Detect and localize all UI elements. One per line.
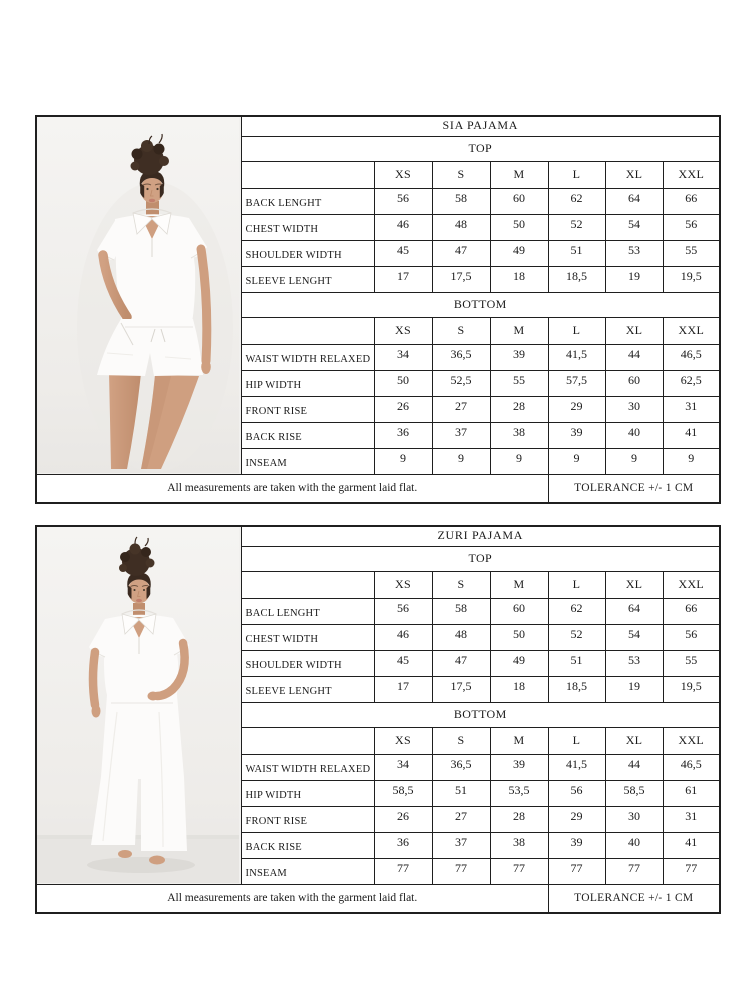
measurement-label: SLEEVE LENGHT <box>241 676 374 702</box>
title-row <box>36 526 720 546</box>
measurement-value: 46,5 <box>663 344 720 370</box>
measurement-label: WAIST WIDTH RELAXED <box>241 754 374 780</box>
measurement-value: 55 <box>663 650 720 676</box>
measurement-value: 36 <box>374 832 432 858</box>
size-column-header: L <box>548 161 605 188</box>
size-chart-table <box>35 525 721 914</box>
measurement-value: 56 <box>663 214 720 240</box>
size-column-header: XXL <box>663 727 720 754</box>
measurement-value: 64 <box>605 188 663 214</box>
measurement-value: 52 <box>548 624 605 650</box>
measurement-note: All measurements are taken with the garment laid flat. <box>36 474 548 503</box>
measurement-value: 47 <box>432 650 490 676</box>
section-header: TOP <box>241 546 720 571</box>
tolerance-note: TOLERANCE +/- 1 CM <box>548 884 720 913</box>
measurement-value: 9 <box>605 448 663 474</box>
size-column-header: S <box>432 317 490 344</box>
measurement-value: 50 <box>490 624 548 650</box>
empty-header-cell <box>241 317 374 344</box>
measurement-value: 66 <box>663 598 720 624</box>
measurement-value: 9 <box>374 448 432 474</box>
empty-header-cell <box>241 571 374 598</box>
measurement-value: 62 <box>548 598 605 624</box>
size-column-header: XXL <box>663 571 720 598</box>
size-column-header: S <box>432 727 490 754</box>
size-chart-table <box>35 115 721 504</box>
measurement-value: 31 <box>663 806 720 832</box>
measurement-value: 53 <box>605 650 663 676</box>
measurement-value: 17,5 <box>432 266 490 292</box>
measurement-value: 18 <box>490 266 548 292</box>
measurement-value: 54 <box>605 214 663 240</box>
measurement-value: 41,5 <box>548 344 605 370</box>
measurement-label: SHOULDER WIDTH <box>241 240 374 266</box>
measurement-value: 51 <box>548 240 605 266</box>
measurement-value: 27 <box>432 806 490 832</box>
measurement-label: FRONT RISE <box>241 396 374 422</box>
measurement-value: 46,5 <box>663 754 720 780</box>
measurement-label: BACK RISE <box>241 422 374 448</box>
measurement-value: 77 <box>605 858 663 884</box>
table-title: ZURI PAJAMA <box>241 526 720 546</box>
measurement-value: 53 <box>605 240 663 266</box>
measurement-value: 64 <box>605 598 663 624</box>
measurement-value: 39 <box>548 422 605 448</box>
size-column-header: XL <box>605 727 663 754</box>
measurement-value: 50 <box>490 214 548 240</box>
size-column-header: M <box>490 727 548 754</box>
size-column-header: XS <box>374 161 432 188</box>
measurement-value: 19,5 <box>663 266 720 292</box>
measurement-value: 30 <box>605 806 663 832</box>
section-header: BOTTOM <box>241 292 720 317</box>
measurement-value: 9 <box>548 448 605 474</box>
measurement-value: 39 <box>490 754 548 780</box>
measurement-value: 54 <box>605 624 663 650</box>
measurement-value: 36 <box>374 422 432 448</box>
measurement-value: 19,5 <box>663 676 720 702</box>
measurement-label: INSEAM <box>241 448 374 474</box>
measurement-value: 40 <box>605 832 663 858</box>
measurement-value: 45 <box>374 240 432 266</box>
measurement-value: 58 <box>432 188 490 214</box>
measurement-value: 56 <box>663 624 720 650</box>
size-column-header: XL <box>605 317 663 344</box>
measurement-value: 34 <box>374 754 432 780</box>
size-column-header: XS <box>374 571 432 598</box>
measurement-label: BACL LENGHT <box>241 598 374 624</box>
measurement-value: 77 <box>432 858 490 884</box>
measurement-label: BACK LENGHT <box>241 188 374 214</box>
size-column-header: XS <box>374 317 432 344</box>
measurement-value: 39 <box>548 832 605 858</box>
sia-pajama-size-chart <box>35 115 719 504</box>
measurement-label: CHEST WIDTH <box>241 214 374 240</box>
section-header: TOP <box>241 136 720 161</box>
measurement-value: 56 <box>548 780 605 806</box>
measurement-label: WAIST WIDTH RELAXED <box>241 344 374 370</box>
measurement-label: FRONT RISE <box>241 806 374 832</box>
size-column-header: XL <box>605 161 663 188</box>
measurement-label: HIP WIDTH <box>241 370 374 396</box>
measurement-value: 26 <box>374 806 432 832</box>
measurement-value: 19 <box>605 676 663 702</box>
table-title: SIA PAJAMA <box>241 116 720 136</box>
measurement-value: 44 <box>605 344 663 370</box>
measurement-value: 9 <box>490 448 548 474</box>
measurement-value: 28 <box>490 396 548 422</box>
measurement-value: 77 <box>548 858 605 884</box>
size-column-header: S <box>432 161 490 188</box>
measurement-value: 29 <box>548 396 605 422</box>
measurement-label: HIP WIDTH <box>241 780 374 806</box>
measurement-value: 39 <box>490 344 548 370</box>
measurement-value: 58,5 <box>605 780 663 806</box>
measurement-value: 17 <box>374 676 432 702</box>
measurement-label: SHOULDER WIDTH <box>241 650 374 676</box>
measurement-value: 52 <box>548 214 605 240</box>
empty-header-cell <box>241 727 374 754</box>
measurement-value: 40 <box>605 422 663 448</box>
measurement-value: 60 <box>605 370 663 396</box>
measurement-value: 66 <box>663 188 720 214</box>
measurement-value: 18,5 <box>548 676 605 702</box>
measurement-value: 17,5 <box>432 676 490 702</box>
measurement-value: 36,5 <box>432 344 490 370</box>
measurement-value: 41,5 <box>548 754 605 780</box>
measurement-value: 52,5 <box>432 370 490 396</box>
size-column-header: L <box>548 317 605 344</box>
measurement-value: 17 <box>374 266 432 292</box>
measurement-value: 51 <box>548 650 605 676</box>
measurement-value: 27 <box>432 396 490 422</box>
measurement-value: 38 <box>490 832 548 858</box>
measurement-value: 58,5 <box>374 780 432 806</box>
measurement-value: 46 <box>374 624 432 650</box>
measurement-value: 56 <box>374 188 432 214</box>
measurement-value: 60 <box>490 188 548 214</box>
size-column-header: L <box>548 571 605 598</box>
measurement-value: 34 <box>374 344 432 370</box>
measurement-value: 19 <box>605 266 663 292</box>
measurement-value: 18 <box>490 676 548 702</box>
size-column-header: S <box>432 571 490 598</box>
measurement-label: SLEEVE LENGHT <box>241 266 374 292</box>
measurement-value: 28 <box>490 806 548 832</box>
measurement-value: 48 <box>432 624 490 650</box>
measurement-value: 60 <box>490 598 548 624</box>
model-photo-shorts <box>37 117 239 473</box>
measurement-value: 49 <box>490 240 548 266</box>
size-column-header: XXL <box>663 161 720 188</box>
title-row <box>36 116 720 136</box>
measurement-value: 50 <box>374 370 432 396</box>
measurement-value: 53,5 <box>490 780 548 806</box>
measurement-value: 57,5 <box>548 370 605 396</box>
measurement-value: 77 <box>374 858 432 884</box>
size-column-header: M <box>490 571 548 598</box>
measurement-value: 18,5 <box>548 266 605 292</box>
measurement-value: 48 <box>432 214 490 240</box>
measurement-label: INSEAM <box>241 858 374 884</box>
measurement-value: 56 <box>374 598 432 624</box>
measurement-value: 41 <box>663 832 720 858</box>
measurement-value: 77 <box>490 858 548 884</box>
measurement-value: 46 <box>374 214 432 240</box>
measurement-value: 49 <box>490 650 548 676</box>
measurement-value: 55 <box>663 240 720 266</box>
section-header: BOTTOM <box>241 702 720 727</box>
size-column-header: XXL <box>663 317 720 344</box>
measurement-value: 45 <box>374 650 432 676</box>
zuri-pajama-size-chart <box>35 525 719 914</box>
measurement-value: 51 <box>432 780 490 806</box>
empty-header-cell <box>241 161 374 188</box>
measurement-value: 41 <box>663 422 720 448</box>
tolerance-note: TOLERANCE +/- 1 CM <box>548 474 720 503</box>
measurement-value: 36,5 <box>432 754 490 780</box>
measurement-value: 30 <box>605 396 663 422</box>
measurement-value: 47 <box>432 240 490 266</box>
size-column-header: XL <box>605 571 663 598</box>
measurement-label: CHEST WIDTH <box>241 624 374 650</box>
footer-row <box>36 474 720 503</box>
measurement-value: 38 <box>490 422 548 448</box>
measurement-value: 58 <box>432 598 490 624</box>
measurement-value: 62,5 <box>663 370 720 396</box>
footer-row <box>36 884 720 913</box>
measurement-note: All measurements are taken with the garment laid flat. <box>36 884 548 913</box>
measurement-label: BACK RISE <box>241 832 374 858</box>
measurement-value: 29 <box>548 806 605 832</box>
size-column-header: M <box>490 317 548 344</box>
measurement-value: 31 <box>663 396 720 422</box>
measurement-value: 55 <box>490 370 548 396</box>
measurement-value: 26 <box>374 396 432 422</box>
measurement-value: 9 <box>432 448 490 474</box>
model-photo <box>36 116 241 474</box>
measurement-value: 61 <box>663 780 720 806</box>
model-photo-pants <box>37 527 239 883</box>
size-column-header: M <box>490 161 548 188</box>
measurement-value: 37 <box>432 422 490 448</box>
size-column-header: XS <box>374 727 432 754</box>
measurement-value: 37 <box>432 832 490 858</box>
measurement-value: 77 <box>663 858 720 884</box>
measurement-value: 44 <box>605 754 663 780</box>
model-photo <box>36 526 241 884</box>
measurement-value: 9 <box>663 448 720 474</box>
size-column-header: L <box>548 727 605 754</box>
measurement-value: 62 <box>548 188 605 214</box>
